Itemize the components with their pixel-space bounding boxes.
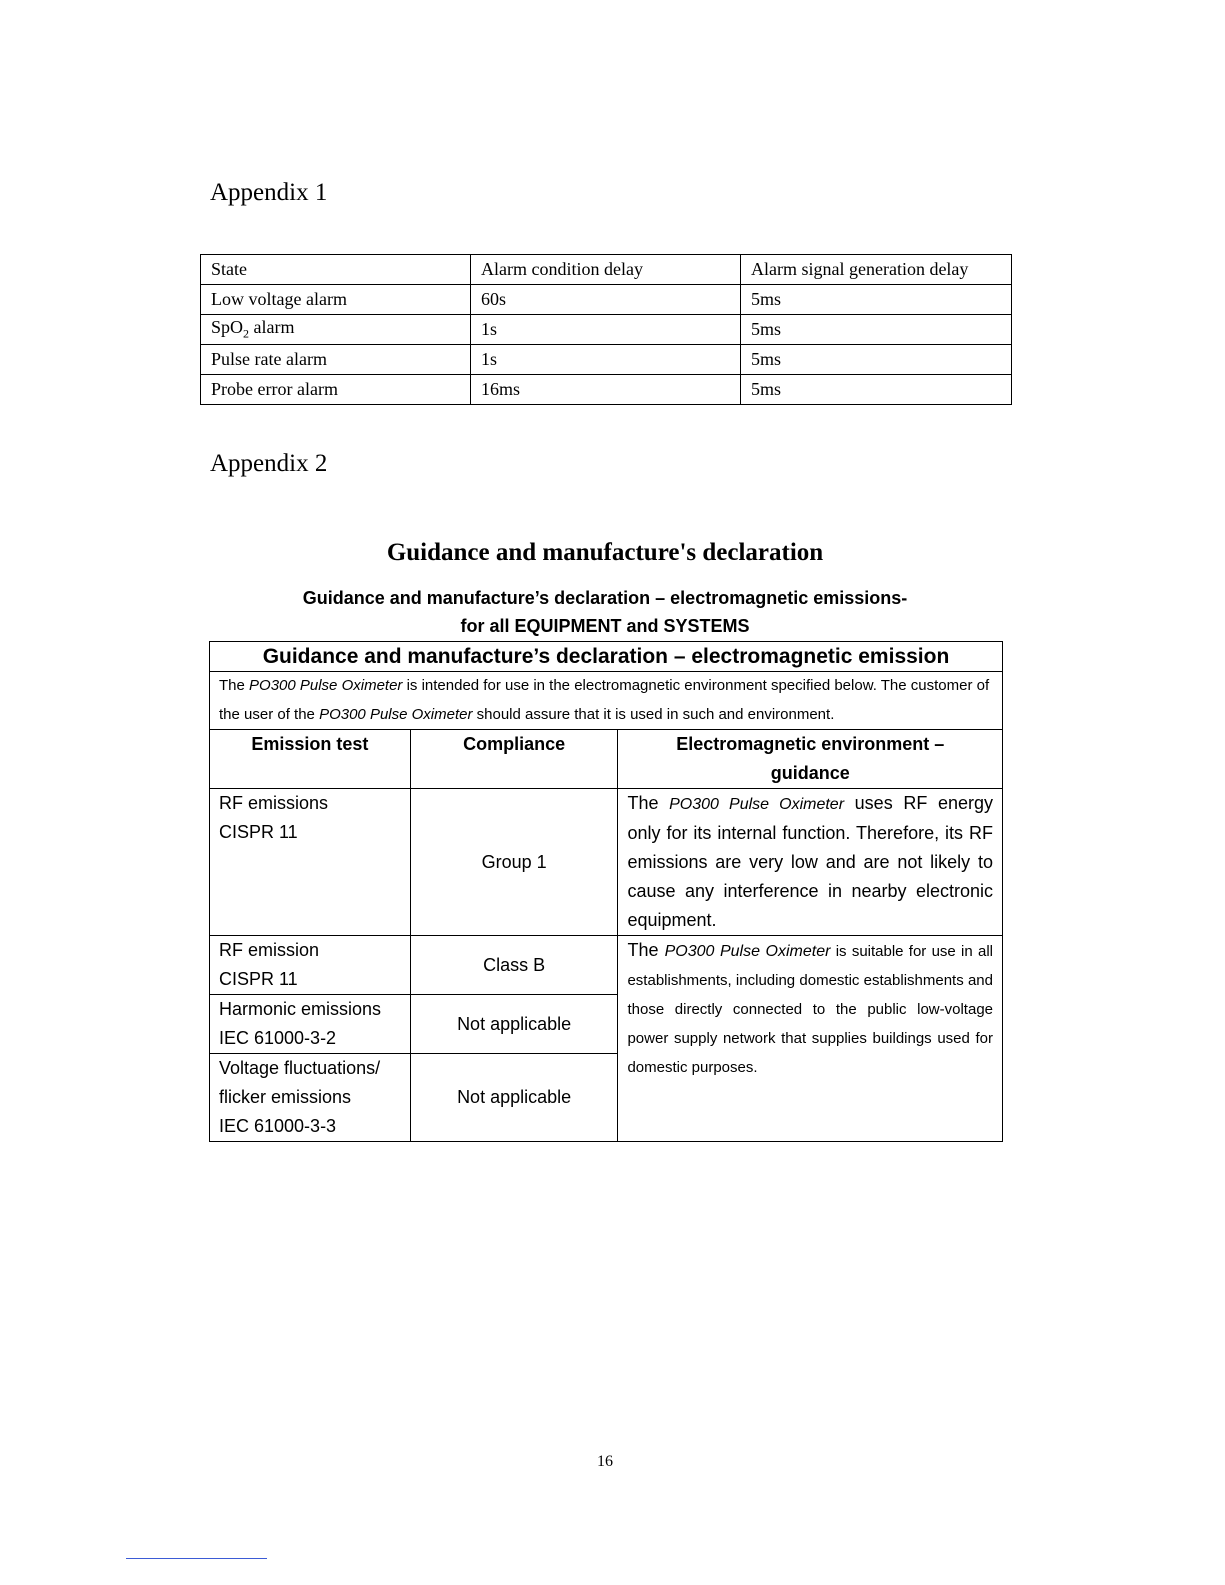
guidance-cell: The PO300 Pulse Oximeter is suitable for use in all establishments, including domestic establishments and those directly connected to the public low-voltage power supply network that supplies buildings used for domestic purposes.	[618, 936, 1003, 1142]
subtitle-line: for all EQUIPMENT and SYSTEMS	[460, 616, 750, 636]
device-name: PO300 Pulse Oximeter	[319, 705, 473, 723]
emissions-table-banner: Guidance and manufacture’s declaration – electromagnetic emission	[210, 642, 1003, 672]
state-cell: SpO$_2$ alarm	[201, 315, 471, 345]
appendix2-heading: Appendix 2	[210, 450, 328, 477]
device-name: PO300 Pulse Oximeter	[249, 677, 403, 694]
emission-test-cell: Voltage fluctuations/ flicker emissions IEC 61000-3-3	[210, 1054, 411, 1142]
table-row	[210, 789, 1003, 936]
header-emission-test: Emission test	[210, 730, 411, 789]
table-row	[201, 345, 1012, 375]
state-cell: Pulse rate alarm	[201, 345, 471, 375]
emission-test-cell: RF emission CISPR 11	[210, 936, 411, 995]
signal-delay-cell: 5ms	[741, 285, 1012, 315]
emissions-table	[209, 641, 1003, 1142]
compliance-cell: Not applicable	[410, 995, 618, 1054]
appendix1-heading: Appendix 1	[210, 179, 328, 206]
declaration-subtitle	[0, 584, 1210, 640]
page-number: 16	[597, 1453, 613, 1470]
emission-test-cell: Harmonic emissions IEC 61000-3-2	[210, 995, 411, 1054]
header-condition-delay: Alarm condition delay	[471, 255, 741, 285]
state-cell: Low voltage alarm	[201, 285, 471, 315]
table-row	[210, 936, 1003, 995]
table-header-row	[201, 255, 1012, 285]
condition-delay-cell: 60s	[471, 285, 741, 315]
header-state: State	[201, 255, 471, 285]
signal-delay-cell: 5ms	[741, 345, 1012, 375]
emissions-intro: The PO300 Pulse Oximeter is intended for use in the electromagnetic environment specified below. The customer of the user of the PO300 Pulse Oximeter should assure that it is used in such and environment.	[210, 672, 1003, 730]
table-row	[201, 375, 1012, 405]
table-row	[201, 285, 1012, 315]
compliance-cell: Group 1	[410, 789, 618, 936]
compliance-cell: Not applicable	[410, 1054, 618, 1142]
declaration-title: Guidance and manufacture's declaration	[386, 539, 824, 566]
device-name: PO300 Pulse Oximeter	[669, 796, 845, 813]
header-guidance: Electromagnetic environment – guidance	[618, 730, 1003, 789]
signal-delay-cell: 5ms	[741, 315, 1012, 345]
footer-link-underline	[126, 1558, 267, 1559]
condition-delay-cell: 1s	[471, 345, 741, 375]
state-cell: Probe error alarm	[201, 375, 471, 405]
compliance-cell: Class B	[410, 936, 618, 995]
subtitle-line: Guidance and manufacture’s declaration – electromagnetic emissions-	[302, 588, 908, 608]
emission-test-cell: RF emissions CISPR 11	[210, 789, 411, 936]
header-compliance: Compliance	[410, 730, 618, 789]
condition-delay-cell: 16ms	[471, 375, 741, 405]
header-signal-delay: Alarm signal generation delay	[741, 255, 1012, 285]
device-name: PO300 Pulse Oximeter	[664, 943, 831, 960]
table-row	[201, 315, 1012, 345]
signal-delay-cell: 5ms	[741, 375, 1012, 405]
guidance-cell: The PO300 Pulse Oximeter uses RF energy only for its internal function. Therefore, its RF emissions are very low and are not likely to cause any interference in nearby electronic equipment.	[618, 789, 1003, 936]
condition-delay-cell: 1s	[471, 315, 741, 345]
alarm-delay-table	[200, 254, 1012, 405]
